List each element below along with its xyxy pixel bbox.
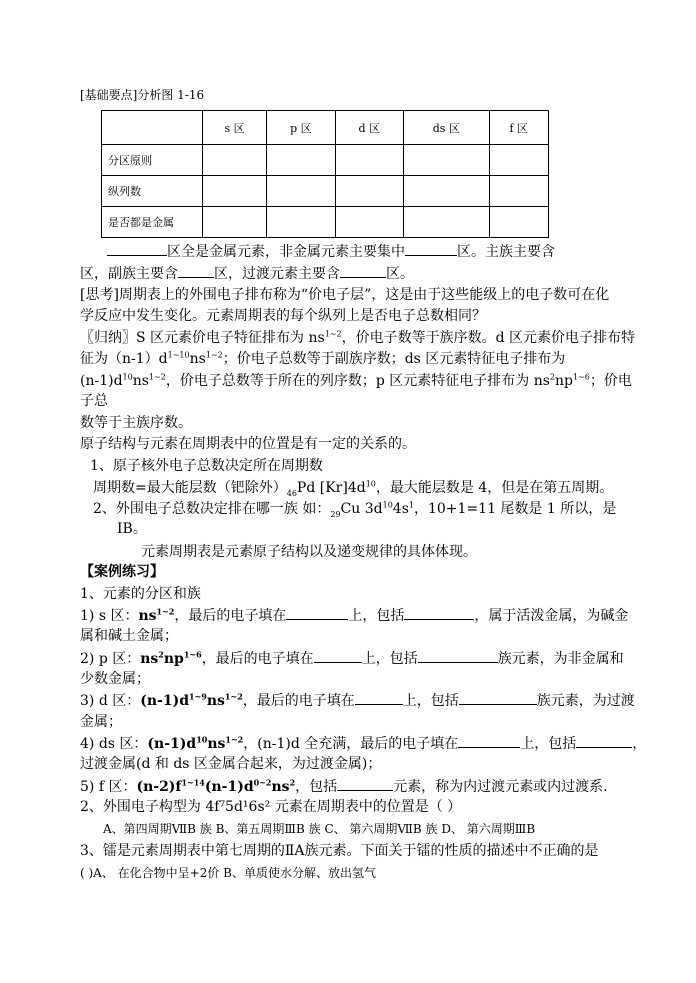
text: ns: [132, 373, 149, 389]
table-cell: [404, 176, 490, 207]
q1-ds-block-2: 过渡金属(d 和 ds 区金属合起来，为过渡金属)；: [80, 756, 382, 772]
text: 周期数=最大能层数（钯除外）: [93, 480, 287, 496]
text: 2、外围电子总数决定排在哪一族 如：: [93, 501, 331, 517]
formula: ns: [271, 779, 290, 795]
summary-line-4: 子总: [80, 393, 108, 409]
table-cell: [404, 207, 490, 238]
q1-s-block: [80, 606, 628, 625]
case-heading: 【案例练习】: [80, 564, 164, 580]
summary-line-3: [80, 372, 632, 390]
row-label: 是否都是金属: [102, 207, 203, 238]
table-header-cell: ds 区: [404, 111, 490, 145]
text: 2) p 区：: [80, 651, 141, 667]
blank[interactable]: [355, 691, 403, 705]
text: 元素，称为内过渡元素或内过渡系.: [393, 779, 608, 795]
superscript: 1: [408, 500, 414, 510]
text: ，价电子数等于族序数。d 区元素价电子排布特: [341, 330, 636, 346]
superscript: 10: [196, 734, 208, 745]
section-heading: [基础要点]分析图 1-16: [80, 88, 205, 102]
table-cell: [267, 207, 335, 238]
rule-2-body: [93, 500, 616, 518]
superscript: 2: [289, 777, 296, 788]
q1-d-block: [80, 691, 635, 710]
table-cell: [267, 176, 335, 207]
text: 区。: [386, 266, 414, 282]
table-header-cell: f 区: [489, 111, 548, 145]
text: 区全是金属元素，非金属元素主要集中: [167, 244, 405, 260]
text: ，(n-1)d 全充满，最后的电子填在: [243, 736, 459, 752]
formula: (n-1)d: [147, 736, 197, 752]
text: ，包括: [295, 779, 338, 795]
formula: (n-1)d: [140, 693, 190, 709]
blank[interactable]: [107, 242, 167, 256]
superscript: 1~2: [148, 372, 166, 382]
blank[interactable]: [459, 691, 537, 705]
formula: ns: [138, 608, 157, 624]
superscript: 1~2: [205, 350, 223, 360]
think-line-1: [思考]周期表上的外围电子排布称为“价电子层”，这是由于这些能级上的电子数可在化: [80, 287, 610, 303]
table-cell: [489, 145, 548, 176]
q1-ds-block: [80, 734, 646, 753]
text: ；价电子总数等于副族序数；ds 区元素特征电子排布为: [222, 351, 566, 367]
table-cell: [489, 207, 548, 238]
subscript: 46: [286, 488, 297, 498]
table-header-cell: s 区: [203, 111, 267, 145]
q3-options[interactable]: ( )A、 在化合物中呈+2价 B、单质使水分解、放出氢气: [80, 866, 376, 880]
text: ，: [632, 736, 647, 752]
superscript: 10: [365, 479, 376, 489]
q1-s-block-2: 属和碱土金属；: [80, 628, 178, 644]
text: np: [554, 373, 573, 389]
text: 〖归纳〗S 区元素价电子特征排布为 ns: [80, 330, 325, 346]
text: ，10+1=11 尾数是 1 所以，是: [413, 501, 617, 517]
summary-line-2: [80, 350, 565, 368]
superscript: 0~2: [253, 777, 272, 788]
table-cell: [489, 176, 548, 207]
text: 区。主族主要含: [457, 244, 555, 260]
q2-options[interactable]: A、第四周期ⅦB 族 B、第五周期ⅢB 族 C、 第六周期ⅦB 族 D、 第六周期ⅢB: [103, 822, 536, 836]
blank[interactable]: [404, 606, 474, 620]
para-metal-regions: [107, 242, 555, 261]
superscript: 10: [382, 500, 393, 510]
text: ，属于活泼金属，为碱金: [474, 608, 629, 624]
blank[interactable]: [178, 264, 214, 278]
text: 区，过渡元素主要含: [214, 266, 340, 282]
table-cell: [203, 207, 267, 238]
formula: ns: [140, 651, 159, 667]
text: 上，包括: [361, 651, 418, 667]
text: 族元素，为过渡: [536, 693, 635, 709]
text: 5) f 区：: [80, 779, 137, 795]
text: ，价电子总数等于所在的列序数；p 区元素特征电子排布为 ns: [165, 373, 550, 389]
superscript: 1~14: [181, 777, 205, 788]
text: 3) d 区：: [80, 693, 141, 709]
q1-p-block: [80, 649, 624, 668]
text: ，最后的电子填在: [242, 693, 355, 709]
text: 上，包括: [348, 608, 405, 624]
formula: ns: [207, 736, 226, 752]
blank[interactable]: [337, 777, 393, 791]
think-line-2: 学反应中发生变化。元素周期表的每个纵列上是否电子总数相同？: [80, 308, 486, 324]
table-cell: [203, 145, 267, 176]
superscript: 2: [549, 372, 555, 382]
text: (n-1)d: [80, 373, 123, 389]
blank[interactable]: [405, 242, 457, 256]
table-header-row: [102, 111, 549, 145]
text: 征为（n-1）d: [80, 351, 168, 367]
formula: ns: [206, 693, 225, 709]
rule-1-title: 1、原子核外电子总数决定所在周期数: [90, 458, 323, 474]
text: ns: [189, 351, 206, 367]
blank[interactable]: [576, 734, 632, 748]
q1-p-block-2: 少数金属；: [80, 671, 150, 687]
block-region-table: [101, 110, 549, 238]
table-cell: [404, 145, 490, 176]
table-row: [102, 145, 549, 176]
table-cell: [267, 145, 335, 176]
table-cell: [335, 176, 403, 207]
superscript: 10: [122, 372, 133, 382]
superscript: 2: [158, 649, 164, 660]
text: 上，包括: [520, 736, 577, 752]
superscript: 1~10: [167, 350, 190, 360]
summary-line-1: [80, 329, 635, 347]
text: 族元素，为非金属和: [497, 651, 624, 667]
conclusion-text: 元素周期表是元素原子结构以及递变规律的具体体现。: [141, 544, 477, 560]
text: 上，包括: [402, 693, 459, 709]
formula: (n-1)d: [204, 779, 254, 795]
table-header-cell: d 区: [335, 111, 403, 145]
blank[interactable]: [314, 649, 362, 663]
q2-stem: 2、外围电子构型为 4f⁷5d¹6s² 元素在周期表中的位置是（ ）: [80, 799, 462, 815]
q3-stem: 3、镭是元素周期表中第七周期的ⅡA族元素。下面关于镭的性质的描述中不正确的是: [80, 843, 599, 859]
text: 4s: [392, 501, 409, 517]
table-header-cell: [102, 111, 203, 145]
text: ，最后的电子填在: [174, 608, 287, 624]
formula: np: [163, 651, 184, 667]
para-metal-regions-2: [80, 264, 414, 283]
text: Pd [Kr]4d: [296, 480, 366, 496]
text: Cu 3d: [340, 501, 383, 517]
table-cell: [335, 145, 403, 176]
rule-1-body: [93, 479, 613, 497]
subscript: 29: [330, 509, 341, 519]
text: 4) ds 区：: [80, 736, 148, 752]
table-header-cell: p 区: [267, 111, 335, 145]
rule-2-answer: IB。: [117, 521, 147, 537]
row-label: 纵列数: [102, 176, 203, 207]
formula: (n-2)f: [136, 779, 182, 795]
relation-text: 原子结构与元素在周期表中的位置是有一定的关系的。: [80, 436, 416, 452]
blank[interactable]: [458, 734, 520, 748]
table-cell: [203, 176, 267, 207]
superscript: 1~6: [572, 372, 590, 382]
text: ，最大能层数是 4，但是在第五周期。: [375, 480, 614, 496]
superscript: 1~2: [156, 606, 175, 617]
superscript: 1~9: [189, 691, 207, 702]
text: ，最后的电子填在: [201, 651, 314, 667]
blank[interactable]: [286, 606, 348, 620]
superscript: 1~6: [183, 649, 202, 660]
text: 1) s 区：: [80, 608, 139, 624]
table-cell: [335, 207, 403, 238]
blank[interactable]: [418, 649, 498, 663]
q1-d-block-2: 金属；: [80, 714, 122, 730]
blank[interactable]: [340, 264, 386, 278]
superscript: 1~2: [224, 691, 243, 702]
superscript: 1~2: [324, 329, 342, 339]
row-label: 分区原则: [102, 145, 203, 176]
q1-title: 1、元素的分区和族: [80, 586, 201, 602]
summary-line-5: 数等于主族序数。: [80, 415, 192, 431]
table-row: [102, 176, 549, 207]
superscript: 1~2: [225, 734, 244, 745]
q1-f-block: [80, 777, 608, 796]
text: ；价电: [589, 373, 632, 389]
table-row: [102, 207, 549, 238]
text: 区，副族主要含: [80, 266, 178, 282]
